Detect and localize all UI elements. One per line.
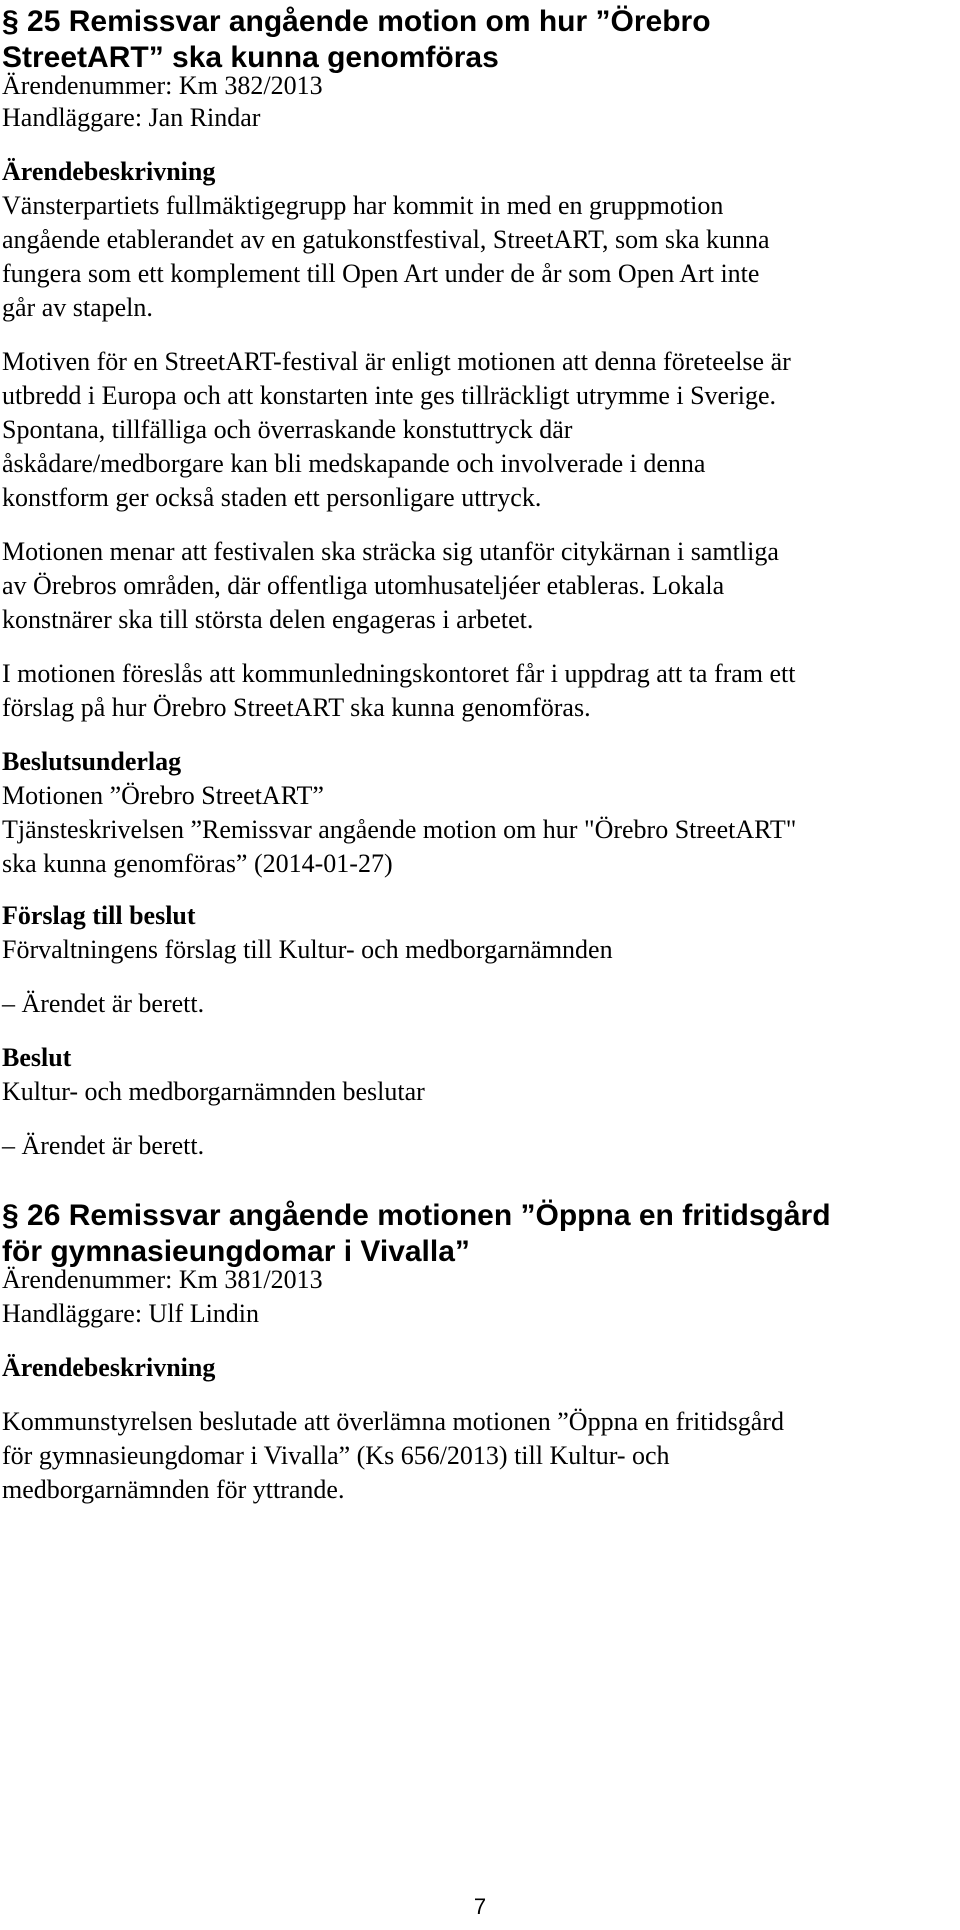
section-25-proposal-heading: Förslag till beslut [2, 901, 196, 930]
section-26-case-number: Ärendenummer: Km 381/2013 [2, 1265, 323, 1294]
section-25-basis-heading: Beslutsunderlag [2, 747, 182, 776]
section-26-title-line-1: § 26 Remissvar angående motionen ”Öppna en fritidsgård [2, 1199, 831, 1232]
section-25-title-line-1: § 25 Remissvar angående motion om hur ”Örebro [2, 5, 711, 38]
section-25-decision-intro: Kultur- och medborgarnämnden beslutar [2, 1077, 425, 1106]
section-26-handler: Handläggare: Ulf Lindin [2, 1299, 260, 1328]
section-25-p1-line: fungera som ett komplement till Open Art under de år som Open Art inte [2, 259, 760, 288]
section-25-p2-line: åskådare/medborgare kan bli medskapande och involverade i denna [2, 449, 706, 478]
section-26-p1-line: Kommunstyrelsen beslutade att överlämna motionen ”Öppna en fritidsgård [2, 1407, 784, 1436]
section-25-p2-line: utbredd i Europa och att konstarten inte ges tillräckligt utrymme i Sverige. [2, 381, 777, 410]
section-25-p3-line: konstnärer ska till största delen engageras i arbetet. [2, 605, 534, 634]
section-25-p4-line: I motionen föreslås att kommunledningskontoret får i uppdrag att ta fram ett [2, 659, 796, 688]
section-26-description-heading: Ärendebeskrivning [2, 1353, 216, 1382]
section-25-p3-line: Motionen menar att festivalen ska sträcka sig utanför citykärnan i samtliga [2, 537, 779, 566]
section-25-decision-item: – Ärendet är berett. [2, 1131, 205, 1160]
section-26-p1-line: medborgarnämnden för yttrande. [2, 1475, 345, 1504]
section-25-p2-line: konstform ger också staden ett personligare uttryck. [2, 483, 542, 512]
section-25-handler: Handläggare: Jan Rindar [2, 103, 261, 132]
section-25-case-number: Ärendenummer: Km 382/2013 [2, 71, 323, 100]
section-25-p1-line: angående etablerandet av en gatukonstfestival, StreetART, som ska kunna [2, 225, 770, 254]
section-25-title-line-2: StreetART” ska kunna genomföras [2, 41, 499, 74]
section-26-p1-line: för gymnasieungdomar i Vivalla” (Ks 656/2013) till Kultur- och [2, 1441, 670, 1470]
section-25-proposal-intro: Förvaltningens förslag till Kultur- och medborgarnämnden [2, 935, 613, 964]
section-26-title-line-2: för gymnasieungdomar i Vivalla” [2, 1235, 470, 1268]
section-25-description-heading: Ärendebeskrivning [2, 157, 216, 186]
section-25-basis-line: ska kunna genomföras” (2014-01-27) [2, 849, 393, 878]
section-25-proposal-item: – Ärendet är berett. [2, 989, 205, 1018]
section-25-decision-heading: Beslut [2, 1043, 72, 1072]
section-25-p2-line: Spontana, tillfälliga och överraskande konstuttryck där [2, 415, 573, 444]
section-25-p1-line: går av stapeln. [2, 293, 153, 322]
section-25-basis-line: Tjänsteskrivelsen ”Remissvar angående motion om hur "Örebro StreetART" [2, 815, 797, 844]
page-number: 7 [473, 1894, 487, 1919]
section-25-basis-line: Motionen ”Örebro StreetART” [2, 781, 324, 810]
section-25-p1-line: Vänsterpartiets fullmäktigegrupp har kommit in med en gruppmotion [2, 191, 724, 220]
section-25-p4-line: förslag på hur Örebro StreetART ska kunna genomföras. [2, 693, 591, 722]
section-25-p3-line: av Örebros områden, där offentliga utomhusateljéer etableras. Lokala [2, 571, 725, 600]
section-25-p2-line: Motiven för en StreetART-festival är enligt motionen att denna företeelse är [2, 347, 791, 376]
